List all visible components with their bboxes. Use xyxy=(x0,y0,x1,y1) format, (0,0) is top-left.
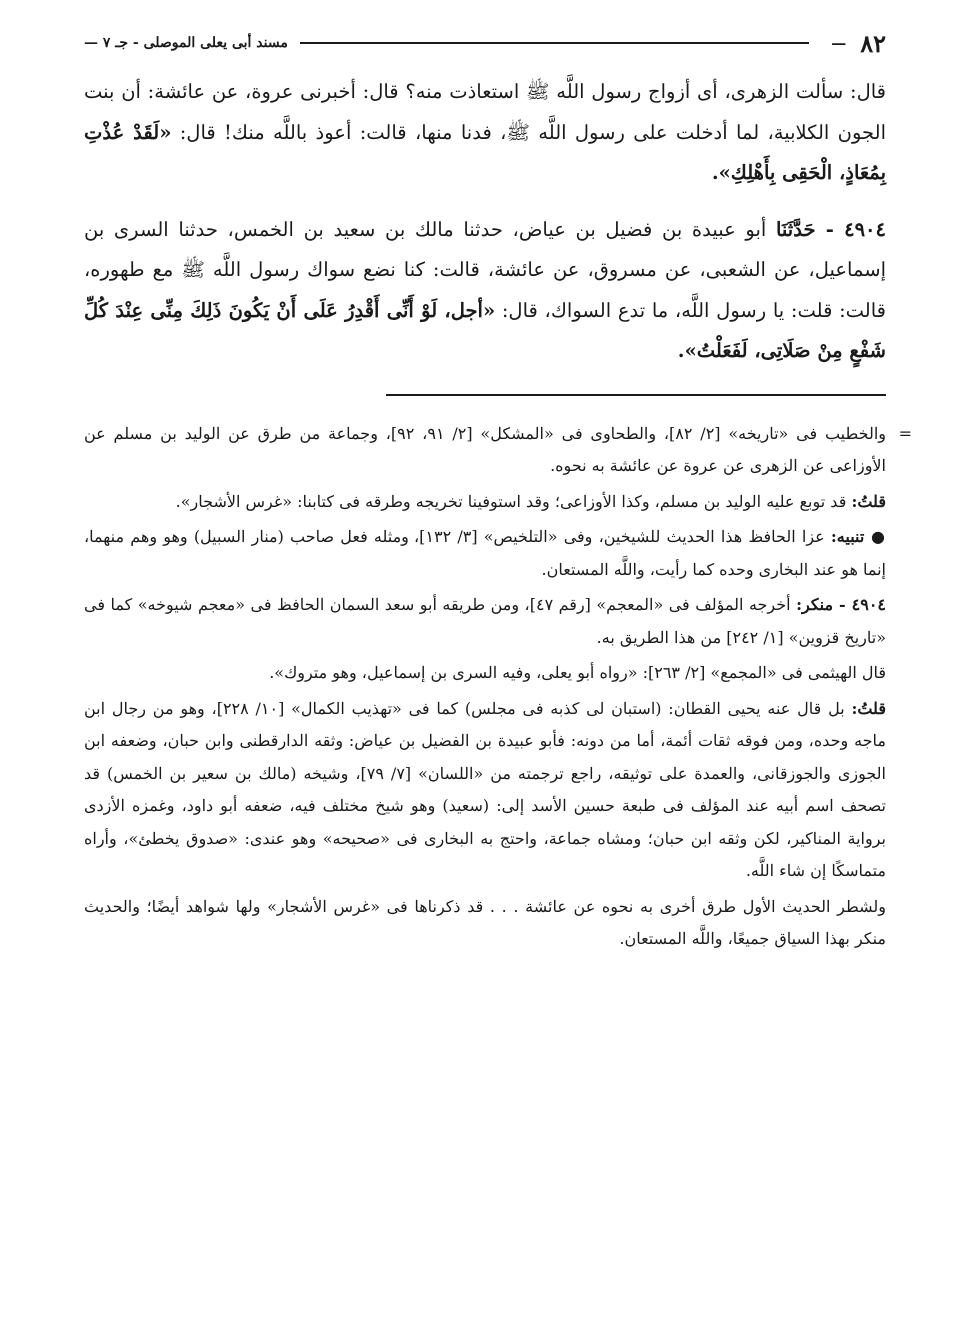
header-rule xyxy=(300,42,809,44)
footnote-4904 xyxy=(84,589,886,654)
paragraph-1-text: قال: سألت الزهرى، أى أزواج رسول اللَّه ﷺ استعاذت منه؟ قال: أخبرنى عروة، عن عائشة: أن بنت الجون الكلابية، لما أدخلت على رسول اللَّه ﷺ، فدنا منها، قالت: أعوذ باللَّه منك! قال: xyxy=(84,80,886,144)
prophetic-saying-2: «أجل، لَوْ أَنِّى أَقْدِرُ عَلَى أَنْ يَكُونَ ذَلِكَ مِنِّى عِنْدَ كُلِّ شَفْعٍ مِنْ صَلَاتِى، لَفَعَلْتُ». xyxy=(84,298,886,362)
main-text xyxy=(84,72,886,372)
header-dash: — xyxy=(831,34,847,52)
footnote-haythami: قال الهيثمى فى «المجمع» [٢/ ٢٦٣]: «رواه أبو يعلى، وفيه السرى بن إسماعيل، وهو متروك». xyxy=(269,663,886,682)
qultu-label: قلتُ: xyxy=(851,491,886,511)
footnote-final: ولشطر الحديث الأول طرق أخرى به نحوه عن عائشة . . . قد ذكرناها فى «غرس الأشجار» ولها شواهد أيضًا؛ والحديث منكر بهذا السياق جميعًا، واللَّه المستعان. xyxy=(84,896,886,948)
paragraph-1 xyxy=(84,72,886,194)
footnote-separator xyxy=(386,394,886,396)
running-header xyxy=(84,30,886,56)
document-page xyxy=(84,30,886,959)
tanbih-text: عزا الحافظ هذا الحديث للشيخين، وفى «التلخيص» [٣/ ١٣٢]، ومثله فعل صاحب (منار السبيل) وهو وهم منهما، إنما هو عند البخارى وحده كما رأيت، واللَّه المستعان. xyxy=(84,527,886,579)
footnotes xyxy=(84,418,886,956)
footnote-4904-label: ٤٩٠٤ - منكر: xyxy=(796,595,887,614)
prophetic-saying-1: «لَقَدْ عُذْتِ بِمُعَاذٍ، الْحَقِى بِأَهْلِكِ». xyxy=(84,120,886,184)
footnote-tanbih xyxy=(84,521,886,586)
footnote-continued: = والخطيب فى «تاريخه» [٢/ ٨٢]، والطحاوى فى «المشكل» [٢/ ٩١، ٩٢]، وجماعة من طرق عن الوليد بن مسلم عن الأوزاعى عن الزهرى عن عروة عن عائشة به نحوه. xyxy=(84,418,886,483)
footnote-qultu-1 xyxy=(84,486,886,519)
book-title: مسند أبى يعلى الموصلى - جـ ٧ — xyxy=(84,35,288,51)
qultu-text: قد توبع عليه الوليد بن مسلم، وكذا الأوزاعى؛ وقد استوفينا تخريجه وطرقه فى كتابنا: «غرس الأشجار». xyxy=(175,491,852,511)
tanbih-label: ● تنبيه: xyxy=(830,527,886,546)
qultu-label-2: قلتُ: xyxy=(851,698,886,718)
footnote-qultu-2 xyxy=(84,693,886,888)
hadith-4904 xyxy=(84,210,886,372)
hadith-text: أبو عبيدة بن فضيل بن عياض، حدثنا مالك بن سعيد بن الخمس، حدثنا السرى بن إسماعيل، عن الشعبى، عن مسروق، عن عائشة، قالت: كنا نضع سواك رسول اللَّه ﷺ مع طهوره، قالت: قلت: يا رسول اللَّه، ما تدع السواك، قال: xyxy=(84,217,887,322)
page-number: ٨٢ xyxy=(860,28,886,58)
qultu-text-2: بل قال عنه يحيى القطان: (استبان لى كذبه فى مجلس) كما فى «تهذيب الكمال» [١٠/ ٢٢٨]، وهو من رجال ابن ماجه وحده، ومن فوقه ثقات أئمة، أما من دونه: فأبو عبيدة بن الفضيل بن عياض: وثقه الدارقطنى وابن حبان، وضعفه ابن الجوزى والجوزقانى، والعمدة على توثيقه، راجع ترجمته من «اللسان» [٧/ ٧٩]، وشيخه (مالك بن سعير بن الخمس) قد تصحف اسم أبيه عند المؤلف فى طبعة حسين الأسد إلى: (سعيد) وهو شيخ مختلف فيه، ضعفه أبو داود، وغمزه الأزدى برواية المناكير، لكن وثقه ابن حبان؛ ومشاه جماعة، واحتج به البخارى فى «صحيحه» وهو عندى: «صدوق يخطئ»، وأراه متماسكًا إن شاء اللَّه. xyxy=(84,698,887,880)
hadith-number: ٤٩٠٤ - حَدَّثَنَا xyxy=(775,217,887,241)
footnote-4904-text: أخرجه المؤلف فى «المعجم» [رقم ٤٧]، ومن طريقه أبو سعد السمان الحافظ فى «معجم شيوخه» كما فى «تاريخ قزوين» [١/ ٢٤٢] من هذا الطريق به. xyxy=(84,595,886,647)
